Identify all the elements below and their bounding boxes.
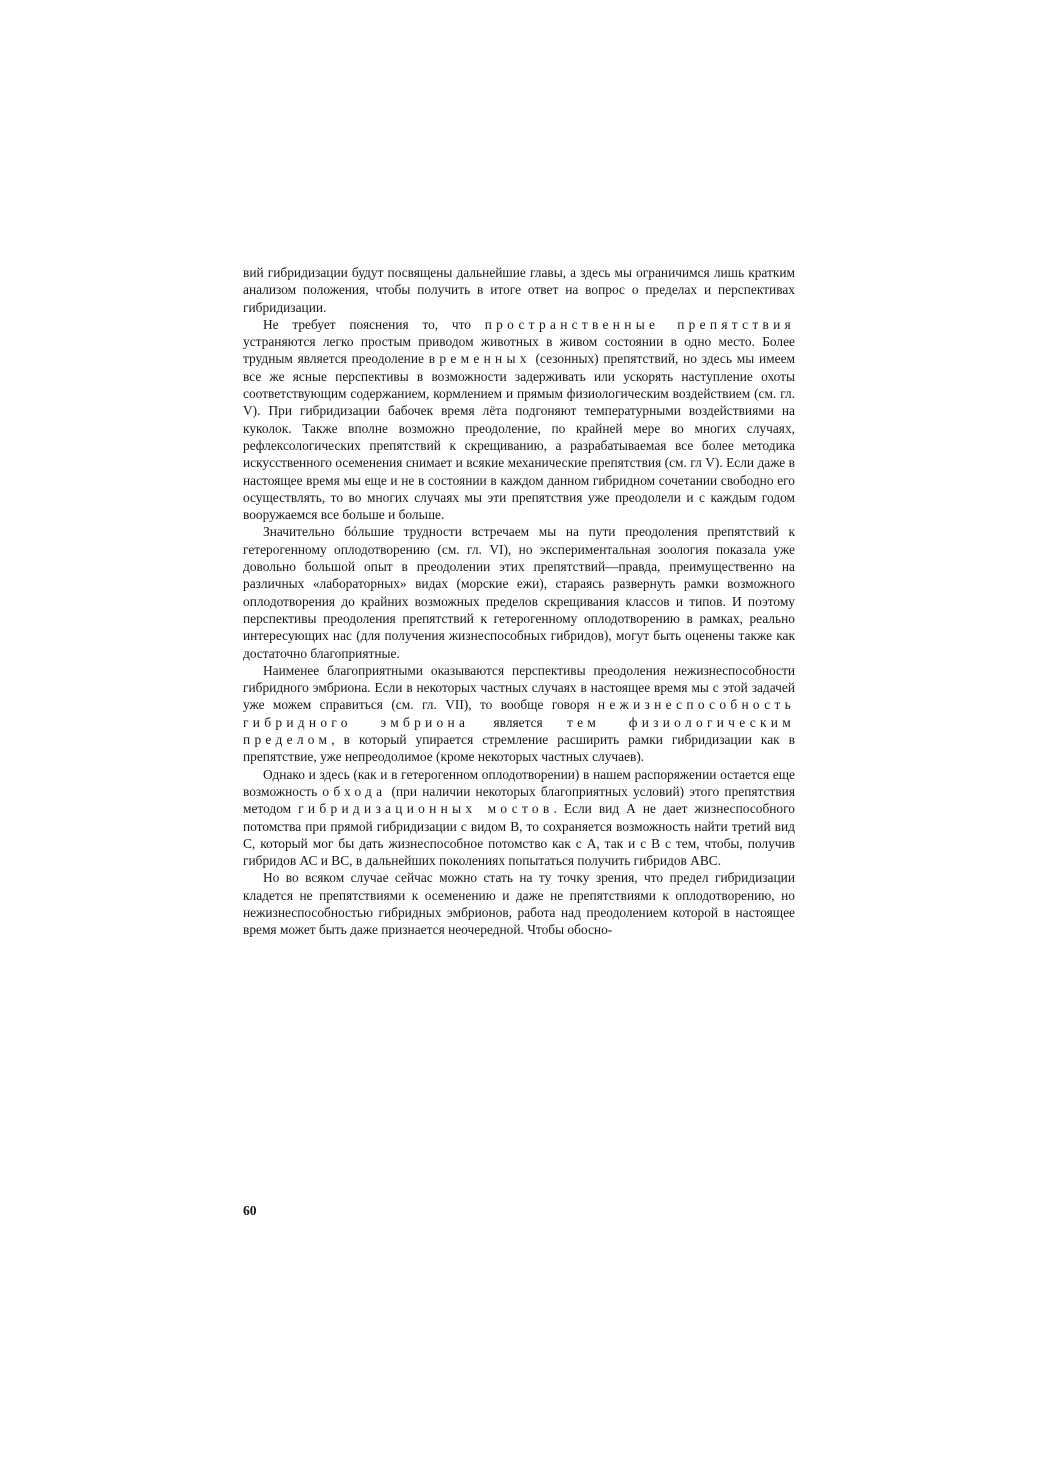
paragraph-4 xyxy=(243,662,795,766)
paragraph-6 xyxy=(243,869,795,938)
paragraph-5-text-3: . Если вид А не дает жизнеспособного потомства при прямой гибридизации с видом В, то сохраняется возможность найти третий вид С, который мог бы дать жизнеспособное потомство как с А, так и с В с тем, чтобы, получив гибридов АС и ВС, в дальнейших поколениях попытаться получить гибридов АВС. xyxy=(243,801,795,869)
paragraph-3 xyxy=(243,523,795,661)
paragraph-4-text-2: является xyxy=(469,714,568,730)
spaced-term-spatial-barriers: пространственные препятствия xyxy=(484,316,795,332)
paragraph-3-text: Значительно бóльшие трудности встречаем мы на пути преодоления препятствий к гетерогенному оплодотворению (см. гл. VI), но экспериментальная зоология показала уже довольно большой опыт в преодолении этих препятствий—правда, преимущественно на различных «лабораторных» видах (морские ежи), стараясь развернуть рамки возможного оплодотворения до крайних возможных пределов скрещивания классов и типов. И поэтому перспективы преодоления препятствий к гетерогенному оплодотворению в рамках, реально интересующих нас (для получения жизнеспособных гибридов), могут быть оценены также как достаточно благоприятные. xyxy=(243,524,795,661)
spaced-term-temporal: временных xyxy=(428,351,531,367)
paragraph-5-text-2: (при наличии некоторых благоприятных условий) этого препятствия методом xyxy=(243,783,795,817)
paragraph-4-text-1: Наименее благоприятными оказываются перспективы преодоления нежизнеспособности гибридного эмбриона. Если в некоторых частных случаях в настоящее время мы с этой задачей уже можем справиться (см. гл. VII), то вообще говоря xyxy=(243,662,795,713)
spaced-term-nonviability: нежизнеспособность гибридного эмбриона xyxy=(243,697,795,730)
page-number: 60 xyxy=(243,1203,257,1218)
paragraph-2-text-1: Не требует пояснения то, что xyxy=(263,316,485,332)
paragraph-4-text-3: , в который упирается стремление расширить рамки гибридизации как в препятствие, уже непреодолимое (кроме некоторых частных случаев). xyxy=(243,732,795,765)
body-text xyxy=(243,264,795,939)
paragraph-1 xyxy=(243,264,795,316)
paragraph-6-text: Но во всяком случае сейчас можно стать на ту точку зрения, что предел гибридизации кладется не препятствиями к осеменению и даже не препятствиями к оплодотворению, но нежизнеспособностью гибридных эмбрионов, работа над преодолением которой в настоящее время может быть даже признается неочередной. Чтобы обосно- xyxy=(243,870,795,938)
paragraph-2-text-2: устраняются легко простым приводом животных в живом состоянии в одно место. Более трудным является преодоление xyxy=(243,334,795,367)
spaced-term-physiological-limit: тем физиологическим пределом xyxy=(243,714,796,748)
spaced-term-bypass: обхода xyxy=(322,783,387,799)
paragraph-2 xyxy=(243,316,795,524)
paragraph-1-text: вий гибридизации будут посвящены дальнейшие главы, а здесь мы ограничимся лишь кратким анализом положения, чтобы получить в итоге ответ на вопрос о пределах и перспективах гибридизации. xyxy=(243,265,795,315)
paragraph-5-text-1: Однако и здесь (как и в гетерогенном оплодотворении) в нашем распоряжении остается еще возможность xyxy=(243,766,795,799)
paragraph-5 xyxy=(243,766,795,870)
spaced-term-hybrid-bridges: гибридизационных мостов xyxy=(298,801,554,817)
paragraph-2-text-3: (сезонных) препятствий, но здесь мы имеем все же ясные перспективы в возможности задерживать или ускорять наступление охоты соответствующим содержанием, кормлением и прямым физиологическим воздействием (см. гл. V). При гибридизации бабочек время лёта подгоняют температурными воздействиями на куколок. Также вполне возможно преодоление, по крайней мере во многих случаях, рефлексологических препятствий к скрещиванию, а разрабатываемая все более методика искусственного осеменения снимает и всякие механические препятствия (см. гл V). Если даже в настоящее время мы еще и не в состоянии в каждом данном гибридном сочетании свободно его осуществлять, то во многих случаях мы эти препятствия уже преодолели и с каждым годом вооружаемся все больше и больше. xyxy=(243,351,795,523)
